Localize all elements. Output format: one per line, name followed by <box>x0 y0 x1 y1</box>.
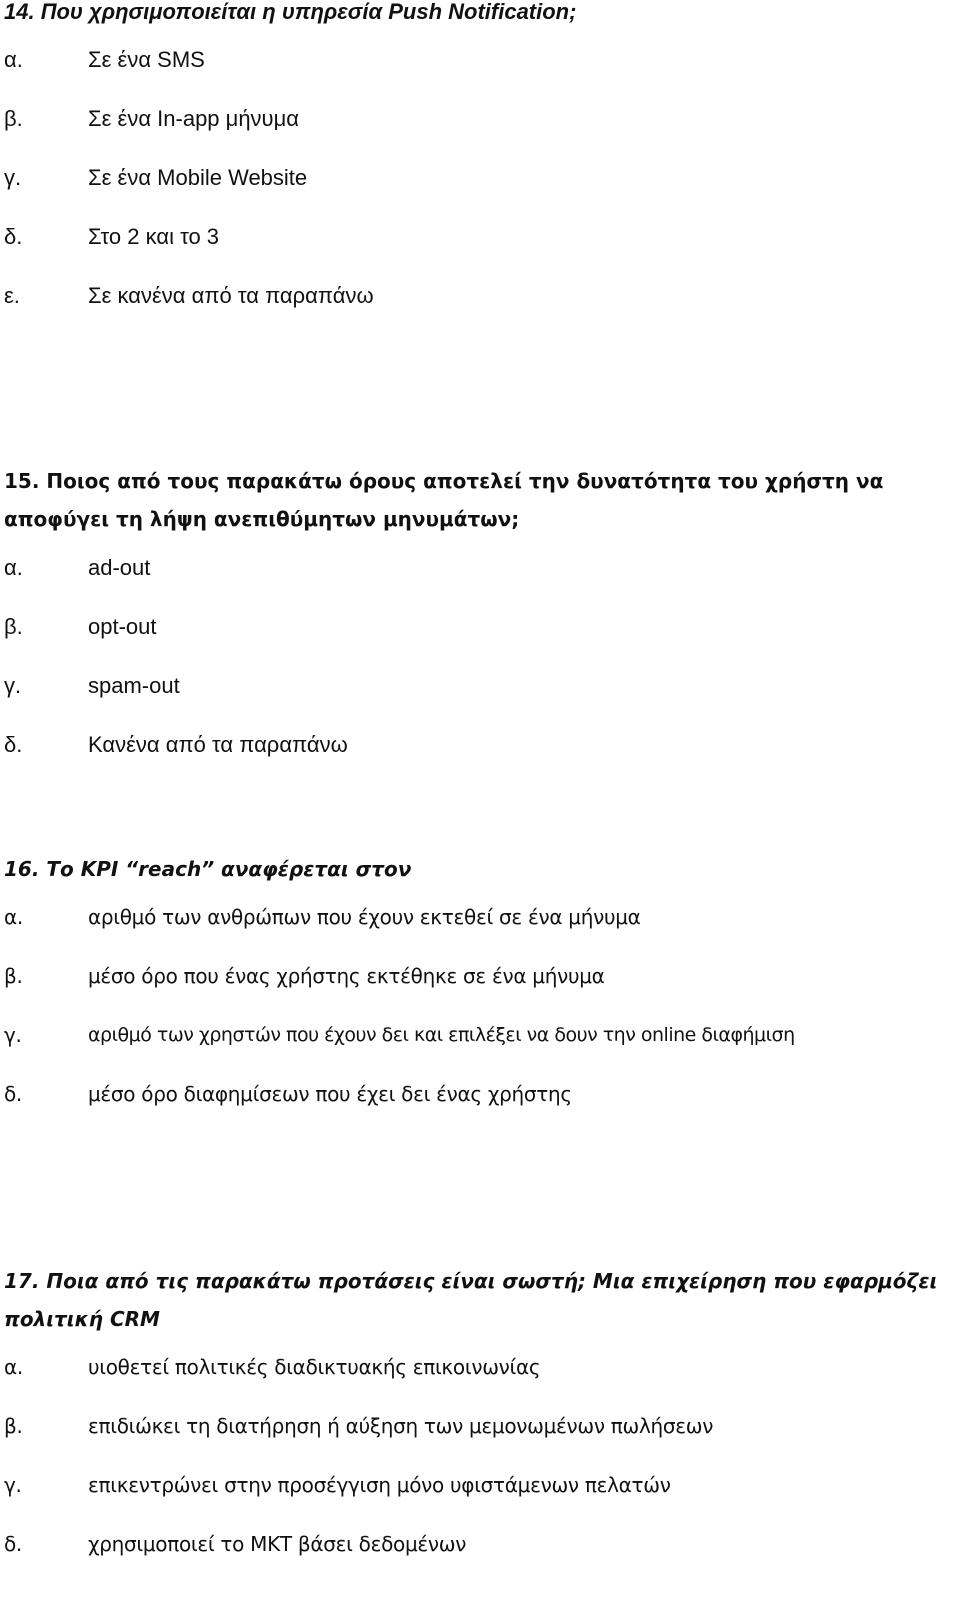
question-title: 15. Ποιος από τους παρακάτω όρους αποτελεί την δυνατότητα του χρήστη να αποφύγει τη λήψη ανεπιθύμητων μηνυμάτων; <box>4 469 884 531</box>
option-letter: γ. <box>4 673 22 698</box>
option-letter: δ. <box>4 1082 22 1106</box>
option-a <box>0 1338 960 1397</box>
option-letter: ε. <box>4 283 20 308</box>
question-15 <box>0 462 960 774</box>
option-e <box>0 266 960 325</box>
option-letter: β. <box>4 106 23 131</box>
option-letter: α. <box>4 555 23 580</box>
option-c <box>0 148 960 207</box>
option-a <box>0 538 960 597</box>
option-letter: β. <box>4 964 23 988</box>
option-d <box>0 1065 960 1124</box>
option-c <box>0 1006 960 1065</box>
option-letter: δ. <box>4 732 23 757</box>
question-title: 17. Ποια από τις παρακάτω προτάσεις είναι σωστή; Μια επιχείρηση που εφαρμόζει πολιτική CRM <box>4 1269 938 1331</box>
options-list <box>0 538 960 774</box>
question-title: 14. Που χρησιμοποιείται η υπηρεσία Push Notification; <box>4 0 577 24</box>
option-letter: γ. <box>4 1473 22 1497</box>
question-14 <box>0 0 960 325</box>
option-c <box>0 656 960 715</box>
options-list <box>0 30 960 325</box>
option-text: opt-out <box>88 614 157 639</box>
question-17 <box>0 1262 960 1574</box>
question-title: 16. Το KPI “reach” αναφέρεται στον <box>4 857 412 881</box>
option-d <box>0 715 960 774</box>
option-text: ad-out <box>88 555 151 580</box>
option-text: Σε κανένα από τα παραπάνω <box>88 283 374 308</box>
option-letter: γ. <box>4 165 22 190</box>
option-text: επικεντρώνει στην προσέγγιση μόνο υφιστάμενων πελατών <box>88 1473 671 1497</box>
option-letter: β. <box>4 1414 23 1438</box>
option-letter: β. <box>4 614 23 639</box>
option-a <box>0 30 960 89</box>
option-c <box>0 1456 960 1515</box>
option-text: επιδιώκει τη διατήρηση ή αύξηση των μεμονωμένων πωλήσεων <box>88 1414 714 1438</box>
option-letter: α. <box>4 47 23 72</box>
option-letter: δ. <box>4 1532 22 1556</box>
option-text: Κανένα από τα παραπάνω <box>88 732 348 757</box>
options-list <box>0 888 960 1124</box>
option-letter: δ. <box>4 224 23 249</box>
option-text: υιοθετεί πολιτικές διαδικτυακής επικοινωνίας <box>88 1355 541 1379</box>
option-text: Στο 2 και το 3 <box>88 224 220 249</box>
option-a <box>0 888 960 947</box>
option-d <box>0 1515 960 1574</box>
option-letter: γ. <box>4 1023 22 1047</box>
option-d <box>0 207 960 266</box>
option-b <box>0 89 960 148</box>
option-text: μέσο όρο διαφημίσεων που έχει δει ένας χρήστης <box>88 1082 572 1106</box>
options-list <box>0 1338 960 1574</box>
option-text: Σε ένα SMS <box>88 47 205 72</box>
option-text: Σε ένα In-app μήνυμα <box>88 106 299 131</box>
question-16 <box>0 850 960 1124</box>
option-text: spam-out <box>88 673 180 698</box>
option-text: μέσο όρο που ένας χρήστης εκτέθηκε σε ένα μήνυμα <box>88 964 605 988</box>
option-text: Σε ένα Mobile Website <box>88 165 308 190</box>
option-b <box>0 597 960 656</box>
option-text: αριθμό των ανθρώπων που έχουν εκτεθεί σε ένα μήνυμα <box>88 905 641 929</box>
option-text: χρησιμοποιεί το ΜΚΤ βάσει δεδομένων <box>88 1532 467 1556</box>
option-letter: α. <box>4 1355 23 1379</box>
option-letter: α. <box>4 905 23 929</box>
option-b <box>0 1397 960 1456</box>
option-text: αριθμό των χρηστών που έχουν δει και επιλέξει να δουν την online διαφήμιση <box>88 1024 795 1046</box>
option-b <box>0 947 960 1006</box>
